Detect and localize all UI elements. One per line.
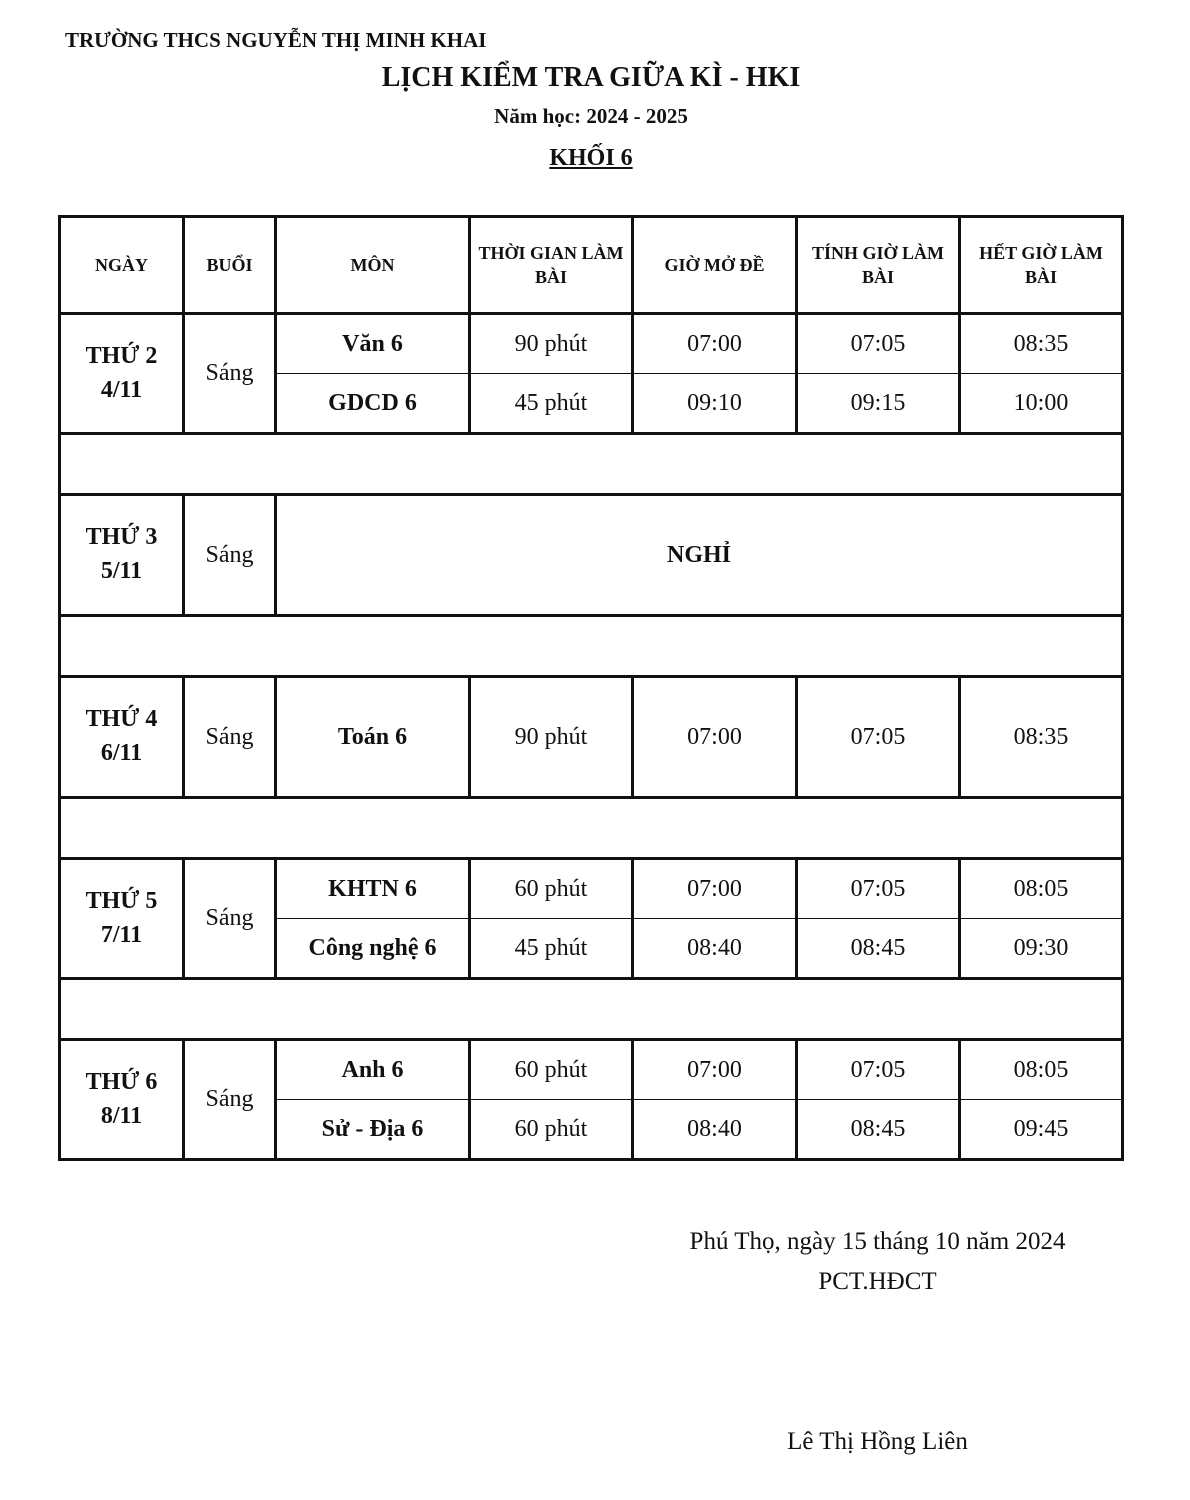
start-time-cell: 07:05 (797, 314, 960, 374)
weekday: THỨ 3 (85, 524, 158, 551)
col-header-end-time: HẾT GIỜ LÀM BÀI (960, 217, 1123, 314)
open-time-cell: 07:00 (633, 314, 797, 374)
weekday: THỨ 6 (85, 1068, 158, 1095)
weekday: THỨ 5 (85, 887, 158, 914)
subject-cell: GDCD 6 (276, 374, 470, 434)
date: 6/11 (100, 740, 143, 766)
col-header-subject: MÔN (276, 217, 470, 314)
end-time-cell: 08:05 (960, 859, 1123, 919)
date: 8/11 (100, 1102, 143, 1129)
end-time-cell: 09:30 (960, 919, 1123, 979)
document-title: LỊCH KIỂM TRA GIỮA KÌ - HKI (381, 62, 801, 93)
col-header-duration: THỜI GIAN LÀM BÀI (470, 217, 633, 314)
open-time-cell: 08:40 (633, 919, 797, 979)
start-time-cell: 07:05 (797, 677, 960, 798)
open-time-cell: 07:00 (633, 677, 797, 798)
weekday: THỨ 2 (85, 342, 158, 369)
day-cell (60, 859, 184, 979)
session-cell: Sáng (184, 314, 276, 434)
subject-cell: Toán 6 (276, 677, 470, 798)
school-name: TRƯỜNG THCS NGUYỄN THỊ MINH KHAI (65, 28, 487, 52)
start-time-cell: 09:15 (797, 374, 960, 434)
session-cell: Sáng (184, 495, 276, 616)
header-row (60, 217, 1123, 314)
duration-cell: 45 phút (470, 919, 633, 979)
open-time-cell: 08:40 (633, 1100, 797, 1160)
signer-name: Lê Thị Hồng Liên (787, 1428, 968, 1455)
end-time-cell: 08:35 (960, 314, 1123, 374)
duration-cell: 60 phút (470, 1100, 633, 1160)
start-time-cell: 07:05 (797, 859, 960, 919)
start-time-cell: 07:05 (797, 1040, 960, 1100)
start-time-cell: 08:45 (797, 919, 960, 979)
table-row (60, 314, 1123, 374)
subject-cell: Anh 6 (276, 1040, 470, 1100)
day-cell (60, 677, 184, 798)
duration-cell: 60 phút (470, 1040, 633, 1100)
day-cell (60, 495, 184, 616)
spacer-row (60, 434, 1123, 495)
table-row (60, 495, 1123, 616)
subject-cell: KHTN 6 (276, 859, 470, 919)
table-row (60, 1040, 1123, 1100)
end-time-cell: 10:00 (960, 374, 1123, 434)
session-cell: Sáng (184, 677, 276, 798)
spacer-row (60, 798, 1123, 859)
grade-label: KHỐI 6 (549, 145, 633, 171)
end-time-cell: 08:35 (960, 677, 1123, 798)
end-time-cell: 09:45 (960, 1100, 1123, 1160)
date: 5/11 (100, 558, 143, 584)
col-header-open-time: GIỜ MỞ ĐỀ (633, 217, 797, 314)
day-off-cell: NGHỈ (276, 495, 1123, 616)
duration-cell: 90 phút (470, 314, 633, 374)
session-cell: Sáng (184, 859, 276, 979)
place-and-date: Phú Thọ, ngày 15 tháng 10 năm 2024 (689, 1228, 1066, 1255)
session-cell: Sáng (184, 1040, 276, 1160)
col-header-session: BUỔI (184, 217, 276, 314)
duration-cell: 60 phút (470, 859, 633, 919)
subject-cell: Văn 6 (276, 314, 470, 374)
subject-cell: Sử - Địa 6 (276, 1100, 470, 1160)
open-time-cell: 07:00 (633, 1040, 797, 1100)
subject-cell: Công nghệ 6 (276, 919, 470, 979)
spacer-row (60, 979, 1123, 1040)
day-cell (60, 1040, 184, 1160)
duration-cell: 90 phút (470, 677, 633, 798)
start-time-cell: 08:45 (797, 1100, 960, 1160)
spacer-row (60, 616, 1123, 677)
date: 7/11 (100, 921, 143, 948)
table-row (60, 677, 1123, 798)
day-cell (60, 314, 184, 434)
exam-schedule-table (58, 215, 1124, 1161)
open-time-cell: 07:00 (633, 859, 797, 919)
table-row (60, 859, 1123, 919)
duration-cell: 45 phút (470, 374, 633, 434)
school-year: Năm học: 2024 - 2025 (494, 104, 688, 128)
col-header-date: NGÀY (60, 217, 184, 314)
weekday: THỨ 4 (85, 706, 158, 733)
date: 4/11 (100, 376, 143, 403)
col-header-start-time: TÍNH GIỜ LÀM BÀI (797, 217, 960, 314)
open-time-cell: 09:10 (633, 374, 797, 434)
end-time-cell: 08:05 (960, 1040, 1123, 1100)
signer-role: PCT.HĐCT (818, 1268, 937, 1295)
